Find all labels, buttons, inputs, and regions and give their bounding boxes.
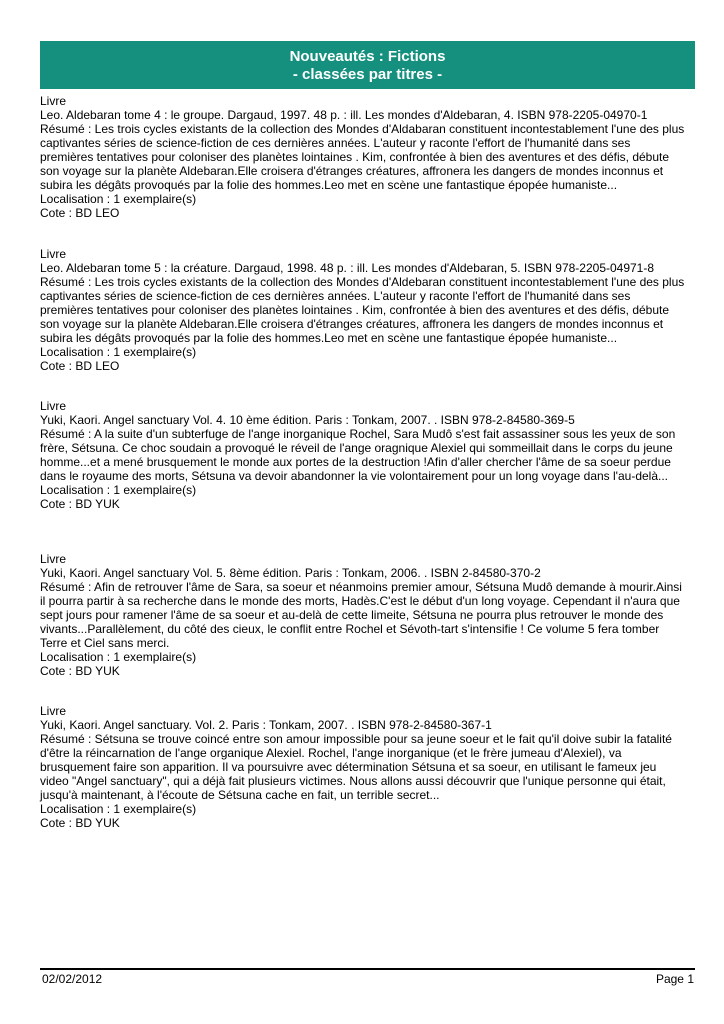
page-title: Nouveautés : Fictions bbox=[289, 48, 446, 65]
record-line: video "Angel sanctuary", qui a déjà fait plusieurs victimes. Nous allons aussi découvrir que l'unique personne qui était, bbox=[40, 774, 666, 788]
record-type: Livre bbox=[40, 399, 67, 413]
record-line: sept jours pour ramener l'âme de sa soeur et au-delà de cette limeite, Sétsuna ne pourra plus retrouver le monde des bbox=[40, 607, 664, 622]
record-type: Livre bbox=[40, 551, 67, 566]
record-cote: Cote : BD LEO bbox=[40, 358, 120, 373]
record-line: homme...et a mené brusquement le monde aux portes de la destruction !Afin d'aller chercher l'âme de sa soeur perdue bbox=[40, 455, 671, 469]
record-type: Livre bbox=[40, 704, 67, 718]
record-line: dans le royaume des morts, Sétsuna va devoir abandonner la vie volontairement pour un long voyage dans l'au-delà... bbox=[40, 469, 669, 483]
record-cote: Cote : BD YUK bbox=[40, 663, 120, 678]
record-line: son voyage sur la planète Aldebaran.Elle croisera d'étranges créatures, affronera les dangers de mondes inconnus et bbox=[40, 164, 664, 178]
record-line: Résumé : Les trois cycles existants de la collection des Mondes d'Aldabaran constituent incontestablement l'une des plus bbox=[40, 122, 685, 136]
record-line: Résumé : A la suite d'un subterfuge de l'ange inorganique Rochel, Sara Mudô s'est fait assassiner sous les yeux de son bbox=[40, 427, 676, 441]
record-line: son voyage sur la planète Aldebaran.Elle croisera d'étranges créatures, affronera les dangers de mondes inconnus et bbox=[40, 316, 664, 331]
record-line: Leo. Aldebaran tome 4 : le groupe. Dargaud, 1997. 48 p. : ill. Les mondes d'Aldebaran, 4. ISBN 978-2205-04970-1 bbox=[40, 108, 648, 122]
record-line: frère, Sétsuna. Ce choc soudain a provoqué le réveil de l'ange oragnique Alexiel qui sommeillait dans le corps du jeune bbox=[40, 441, 673, 455]
record-cote: Cote : BD YUK bbox=[40, 816, 120, 830]
record-localisation: Localisation : 1 exemplaire(s) bbox=[40, 344, 197, 359]
footer-divider bbox=[40, 968, 695, 970]
record-localisation: Localisation : 1 exemplaire(s) bbox=[40, 483, 197, 497]
record-line: premières tentatives pour coloniser des planètes lointaines . Kim, confrontée à bien des aventures et des défis, débute bbox=[40, 150, 670, 164]
record-localisation: Localisation : 1 exemplaire(s) bbox=[40, 192, 197, 206]
record-line: brusquement faire son apparition. Il va poursuivre avec détermination Sétsuna et sa soeur, en utilisant le fameux jeu bbox=[40, 760, 657, 774]
record-item bbox=[40, 247, 700, 400]
record-line: vivants...Parallèlement, du côté des cieux, le conflit entre Rochel et Sévoth-tart s'intensifie ! Ce volume 5 fera tomber bbox=[40, 621, 660, 636]
record-localisation: Localisation : 1 exemplaire(s) bbox=[40, 802, 197, 816]
footer-page-number: Page 1 bbox=[655, 972, 694, 986]
record-line: d'être la réincarnation de l'ange organique Alexiel. Rochel, l'ange inorganique (et le frère jumeau d'Alexiel), va bbox=[40, 746, 622, 760]
footer-date: 02/02/2012 bbox=[42, 972, 103, 986]
record-type: Livre bbox=[40, 94, 67, 108]
record-cote: Cote : BD YUK bbox=[40, 497, 120, 511]
page-header-banner bbox=[40, 41, 695, 89]
record-line: Yuki, Kaori. Angel sanctuary. Vol. 2. Paris : Tonkam, 2007. . ISBN 978-2-84580-367-1 bbox=[40, 718, 492, 732]
record-list bbox=[40, 94, 700, 857]
record-line: Terre et Ciel sans merci. bbox=[40, 635, 170, 650]
record-line: Leo. Aldebaran tome 5 : la créature. Dargaud, 1998. 48 p. : ill. Les mondes d'Aldebaran, 5. ISBN 978-2205-04971-8 bbox=[40, 260, 655, 275]
record-line: Yuki, Kaori. Angel sanctuary Vol. 5. 8ème édition. Paris : Tonkam, 2006. . ISBN 2-84580-370-2 bbox=[40, 565, 541, 580]
record-line: Résumé : Afin de retrouver l'âme de Sara, sa soeur et néanmoins premier amour, Sétsuna Mudô demande à mourir.Ainsi bbox=[40, 579, 682, 594]
record-line: Résumé : Les trois cycles existants de la collection des Mondes d'Aldebaran constituent incontestablement l'une des plus bbox=[40, 274, 685, 289]
record-item bbox=[40, 552, 700, 705]
record-item bbox=[40, 94, 700, 247]
record-line: subira les dégâts provoqués par la folie des hommes.Leo met en scène une fantastique épopée humaniste... bbox=[40, 330, 618, 345]
record-line: il pourra partir à sa recherche dans le monde des morts, Hadès.C'est le début d'un long voyage. Cependant il n'aura que bbox=[40, 593, 680, 608]
page-subtitle: - classées par titres - bbox=[292, 66, 443, 83]
record-line: captivantes séries de science-fiction de ces dernières années. L'auteur y raconte l'effort de l'humanité dans ses bbox=[40, 288, 631, 303]
record-line: Résumé : Sétsuna se trouve coincé entre son amour impossible pour sa jeune soeur et le fait qu'il doive subir la fatalité bbox=[40, 732, 672, 746]
record-line: captivantes séries de science-fiction de ces dernières années. L'auteur y raconte l'effort de l'humanité dans ses bbox=[40, 136, 631, 150]
record-line: subira les dégâts provoqués par la folie des hommes.Leo met en scène une fantastique épopée humaniste... bbox=[40, 178, 618, 192]
record-cote: Cote : BD LEO bbox=[40, 206, 120, 220]
record-line: premières tentatives pour coloniser des planètes lointaines . Kim, confrontée à bien des aventures et des défis, débute bbox=[40, 302, 670, 317]
record-type: Livre bbox=[40, 246, 67, 261]
record-line: Yuki, Kaori. Angel sanctuary Vol. 4. 10 ème édition. Paris : Tonkam, 2007. . ISBN 978-2-84580-369-5 bbox=[40, 413, 575, 427]
record-line: jusqu'à maintenant, à l'écoute de Sétsuna cache en fait, un terrible secret... bbox=[40, 788, 440, 802]
record-item bbox=[40, 704, 700, 857]
record-item bbox=[40, 399, 700, 552]
record-localisation: Localisation : 1 exemplaire(s) bbox=[40, 649, 197, 664]
